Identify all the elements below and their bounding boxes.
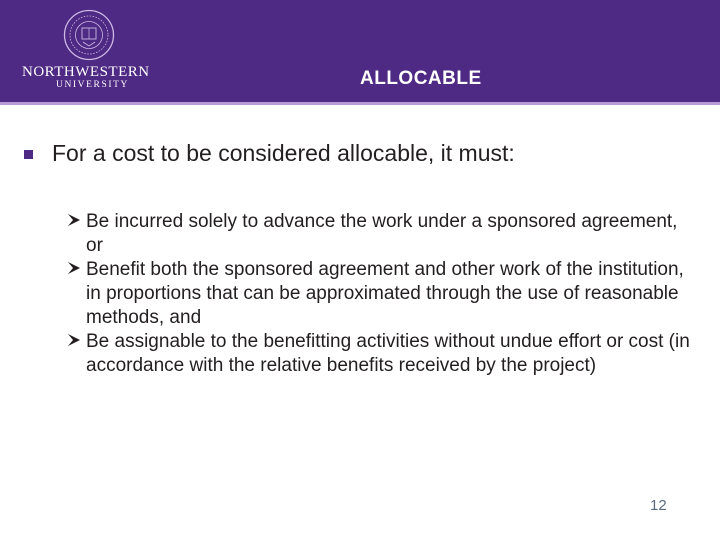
square-bullet-icon	[24, 150, 33, 159]
university-seal-icon	[63, 9, 115, 61]
sub-bullet-text: Be incurred solely to advance the work under a sponsored agreement, or	[86, 211, 678, 256]
header-bar	[0, 0, 720, 102]
header-divider	[0, 102, 720, 105]
sub-bullet-text: Benefit both the sponsored agreement and other work of the institution, in proportions that can be approximated through the use of reasonable methods, and	[86, 259, 684, 328]
wordmark-line-2: UNIVERSITY	[56, 80, 129, 90]
wordmark-line-1: NORTHWESTERN	[22, 64, 150, 80]
main-bullet	[24, 138, 515, 168]
arrow-bullet-icon	[66, 258, 86, 282]
slide-title: ALLOCABLE	[360, 68, 482, 89]
page-number: 12	[650, 497, 667, 514]
university-wordmark	[22, 64, 162, 91]
arrow-bullet-icon	[66, 330, 86, 354]
sub-bullet-list	[66, 210, 696, 378]
sub-bullet-text: Be assignable to the benefitting activities without undue effort or cost (in accordance with the relative benefits received by the project)	[86, 331, 690, 376]
sub-bullet-item	[66, 330, 696, 378]
sub-bullet-item	[66, 258, 696, 330]
sub-bullet-item	[66, 210, 696, 258]
arrow-bullet-icon	[66, 210, 86, 234]
main-bullet-text: For a cost to be considered allocable, it must:	[52, 140, 515, 166]
